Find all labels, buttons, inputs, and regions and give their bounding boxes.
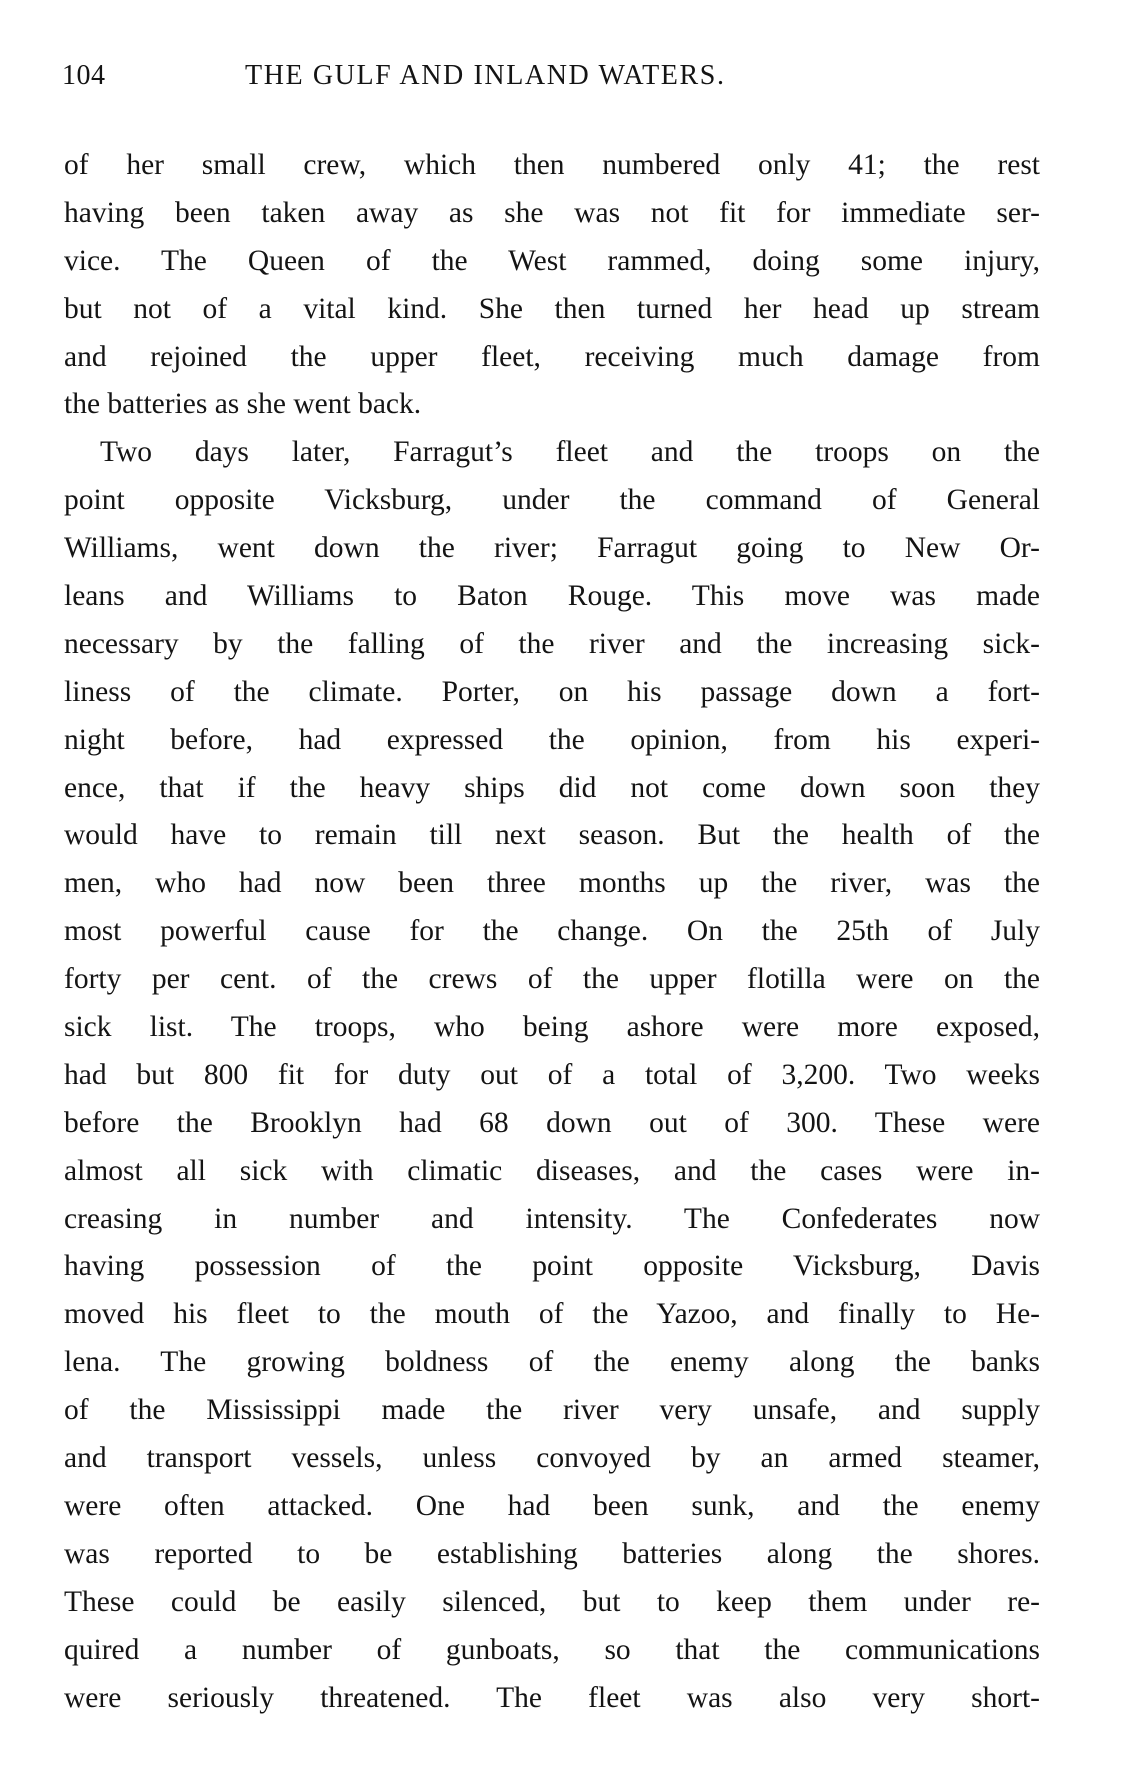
- text-line: of the Mississippi made the river very unsafe, and supply: [64, 1394, 1040, 1427]
- text-line: and transport vessels, unless convoyed by an armed steamer,: [64, 1442, 1040, 1475]
- text-line: quired a number of gunboats, so that the communications: [64, 1633, 1040, 1666]
- text-line: almost all sick with climatic diseases, and the cases were in-: [64, 1154, 1040, 1187]
- text-line: liness of the climate. Porter, on his passage down a fort-: [64, 675, 1040, 708]
- text-line: most powerful cause for the change. On the 25th of July: [64, 915, 1040, 948]
- text-line: creasing in number and intensity. The Confederates now: [64, 1202, 1040, 1235]
- text-line: of her small crew, which then numbered only 41; the rest: [64, 149, 1040, 181]
- text-line: were seriously threatened. The fleet was also very short-: [64, 1681, 1040, 1714]
- text-line: These could be easily silenced, but to keep them under re-: [64, 1585, 1040, 1618]
- text-line: were often attacked. One had been sunk, and the enemy: [64, 1489, 1040, 1522]
- text-line: point opposite Vicksburg, under the command of General: [64, 484, 1040, 517]
- text-line: had but 800 fit for duty out of a total of 3,200. Two weeks: [64, 1058, 1040, 1091]
- running-title: THE GULF AND INLAND WATERS.: [245, 60, 726, 91]
- text-line: before the Brooklyn had 68 down out of 300. These were: [64, 1106, 1040, 1139]
- text-line: having possession of the point opposite Vicksburg, Davis: [64, 1250, 1040, 1283]
- text-line: Williams, went down the river; Farragut going to New Or-: [64, 532, 1040, 565]
- text-line: ence, that if the heavy ships did not come down soon they: [64, 771, 1040, 804]
- text-line: night before, had expressed the opinion, from his experi-: [64, 723, 1040, 756]
- text-line: moved his fleet to the mouth of the Yazoo, and finally to He-: [64, 1298, 1040, 1331]
- page-number: 104: [62, 60, 106, 91]
- text-line: men, who had now been three months up the river, was the: [64, 867, 1040, 900]
- text-line: leans and Williams to Baton Rouge. This move was made: [64, 580, 1040, 613]
- text-line: forty per cent. of the crews of the upper flotilla were on the: [64, 963, 1040, 996]
- text-line: having been taken away as she was not fit for immediate ser-: [64, 196, 1040, 229]
- text-line: and rejoined the upper fleet, receiving much damage from: [64, 340, 1040, 373]
- text-line: vice. The Queen of the West rammed, doing some injury,: [64, 244, 1040, 277]
- text-line: would have to remain till next season. But the health of the: [64, 819, 1040, 852]
- body-text: [64, 142, 1040, 1722]
- text-line: was reported to be establishing batteries along the shores.: [64, 1537, 1040, 1570]
- text-line: lena. The growing boldness of the enemy along the banks: [64, 1346, 1040, 1379]
- text-line: the batteries as she went back.: [64, 388, 422, 421]
- text-line: but not of a vital kind. She then turned her head up stream: [64, 292, 1040, 325]
- text-line: necessary by the falling of the river and the increasing sick-: [64, 627, 1040, 660]
- page-header: [62, 60, 1047, 100]
- text-line: Two days later, Farragut’s fleet and the troops on the: [100, 436, 1040, 469]
- text-line: sick list. The troops, who being ashore were more exposed,: [64, 1011, 1040, 1044]
